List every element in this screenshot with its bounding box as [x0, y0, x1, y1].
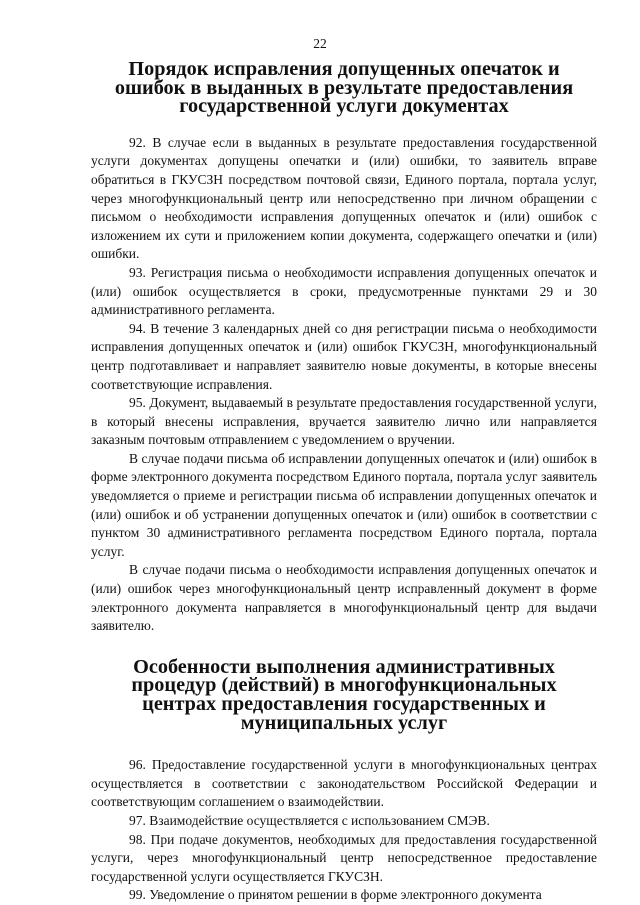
section-title-mfc: Особенности выполнения административных процедур (действий) в многофункциональных центрах предоставления государственных и муниципальных услуг	[131, 655, 557, 734]
paragraph-94: 94. В течение 3 календарных дней со дня регистрации письма о необходимости исправления допущенных опечаток и (или) ошибок ГКУСЗН, многофункциональный центр подготавливает и направляет заявителю новые документы, в которые внесены соответствующие исправления.	[91, 320, 597, 392]
paragraph-92: 92. В случае если в выданных в результате предоставления государственной услуги документах допущены опечатки и (или) ошибки, то заявитель вправе обратиться в ГКУСЗН посредством почтовой связи, Единого портала, портала услуг, через многофункциональный центр или непосредственно при личном обращении с письмом о необходимости исправления допущенных опечаток и (или) ошибок с изложением их сути и приложением копии документа, содержащего опечатки и (или) ошибки.	[91, 134, 597, 262]
paragraph-95-mfc: В случае подачи письма о необходимости исправления допущенных опечаток и (или) ошибок через многофункциональный центр исправленный документ в форме электронного документа направляется в многофункциональный центр для выдачи заявителю.	[91, 562, 597, 634]
paragraph-95: 95. Документ, выдаваемый в результате предоставления государственной услуги, в который внесены исправления, вручается заявителю лично или направляется заказным почтовым отправлением с уведомлением о вручении.	[91, 395, 597, 448]
paragraph-99: 99. Уведомление о принятом решении в форме электронного документа	[129, 887, 542, 903]
paragraph-98: 98. При подаче документов, необходимых для предоставления государственной услуги, через многофункциональный центр непосредственное предоставление государственной услуги осуществляется ГКУСЗН.	[91, 831, 597, 884]
paragraph-97: 97. Взаимодействие осуществляется с использованием СМЭВ.	[129, 812, 490, 828]
paragraph-93: 93. Регистрация письма о необходимости исправления допущенных опечаток и (или) ошибок осуществляется в сроки, предусмотренные пунктами 29 и 30 административного регламента.	[91, 264, 597, 318]
paragraph-96: 96. Предоставление государственной услуги в многофункциональных центрах осуществляется в соответствии с законодательством Российской Федерации и соответствующим соглашением о взаимодействии.	[91, 757, 597, 810]
paragraph-95-electronic: В случае подачи письма об исправлении допущенных опечаток и (или) ошибок в форме электронного документа посредством Единого портала, портала услуг заявитель уведомляется о приеме и регистрации письма об исправлении допущенных опечаток и (или) ошибок и об устранении допущенных опечаток и (или) ошибок в соответствии с пунктом 30 административного регламента посредством Единого портала, портала услуг.	[91, 450, 597, 559]
page-number: 22	[313, 36, 327, 51]
page-content	[91, 60, 597, 905]
section-title-corrections: Порядок исправления допущенных опечаток и ошибок в выданных в результате предоставления государственной услуги документах	[114, 58, 574, 118]
